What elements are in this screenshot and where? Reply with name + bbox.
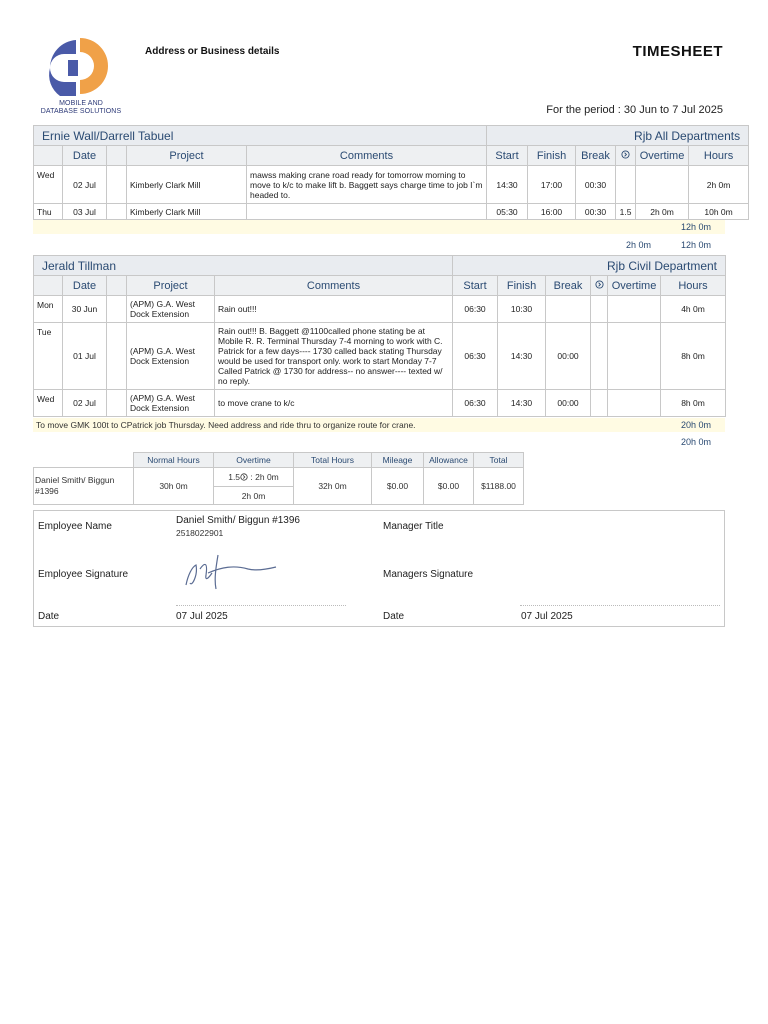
day-header [34, 276, 63, 296]
row-day: Thu [34, 204, 63, 220]
row-finish: 14:30 [498, 390, 546, 417]
timesheet-table-group2 [33, 255, 726, 417]
grand-total-header: Total [474, 453, 524, 468]
spacer-header [107, 276, 127, 296]
row-date: 01 Jul [63, 323, 107, 390]
overtime-summary-header: Overtime [214, 453, 294, 468]
row-project: Kimberly Clark Mill [127, 204, 247, 220]
spacer-header [107, 146, 127, 166]
row-date: 02 Jul [63, 166, 107, 204]
row-start: 06:30 [453, 296, 498, 323]
date-header: Date [63, 276, 107, 296]
table-row [34, 166, 749, 204]
overtime-header: Overtime [608, 276, 661, 296]
finish-header: Finish [498, 276, 546, 296]
start-header: Start [487, 146, 528, 166]
manager-signature-label: Managers Signature [383, 569, 474, 580]
row-day: Wed [34, 390, 63, 417]
row-comments [247, 204, 487, 220]
group1-grand-total: 12h 0m [680, 240, 711, 250]
group2-note-bar [33, 418, 725, 432]
row-comments: Rain out!!! B. Baggett @1100called phone stating be at Mobile R. R. Terminal Thursday 7-4 morning to work with C. Patrick for a few days---- 1730 called back stating Thursday would be used for transport only. work to start Monday 7-7 Called Patrick @ 1730 for address-- no answer---- texted w/ no reply. [215, 323, 453, 390]
row-start: 06:30 [453, 390, 498, 417]
row-comments: mawss making crane road ready for tomorrow morning to move to k/c to make lift b. Baggett says charge time to job I`m headed to. [247, 166, 487, 204]
signoff-section [33, 510, 725, 627]
group1-total-overtime: 2h 0m [626, 240, 652, 250]
finish-header: Finish [528, 146, 576, 166]
row-hours: 8h 0m [661, 390, 726, 417]
row-date: 02 Jul [63, 390, 107, 417]
day-header [34, 146, 63, 166]
row-finish: 16:00 [528, 204, 576, 220]
row-hours: 2h 0m [689, 166, 749, 204]
circle-arrow-icon [621, 150, 630, 159]
row-date: 03 Jul [63, 204, 107, 220]
comments-header: Comments [215, 276, 453, 296]
timesheet-table-group1 [33, 125, 749, 220]
row-project: (APM) G.A. West Dock Extension [127, 296, 215, 323]
mileage-header: Mileage [372, 453, 424, 468]
summary-overtime-rate [214, 468, 294, 487]
row-break: 00:00 [546, 390, 591, 417]
row-project: Kimberly Clark Mill [127, 166, 247, 204]
allowance-header: Allowance [424, 453, 474, 468]
employee-name-label: Employee Name [38, 521, 112, 532]
row-comments: Rain out!!! [215, 296, 453, 323]
overtime-rate-hours: : 2h 0m [248, 472, 279, 482]
employee-date-label: Date [38, 611, 60, 622]
table-row [34, 204, 749, 220]
summary-normal-hours: 30h 0m [134, 468, 214, 505]
row-start: 05:30 [487, 204, 528, 220]
group2-total-hours: 20h 0m [680, 420, 711, 430]
row-hours: 8h 0m [661, 323, 726, 390]
summary-table [33, 452, 524, 505]
circle-arrow-icon [240, 473, 248, 481]
break-header: Break [576, 146, 616, 166]
row-overtime: 2h 0m [636, 204, 689, 220]
employee-names: Jerald Tillman [34, 256, 453, 276]
divider [176, 605, 346, 606]
row-rate [616, 166, 636, 204]
overtime-rate-value: 1.5 [228, 472, 241, 482]
employee-id-value: 2518022901 [176, 528, 224, 538]
manager-date-label: Date [383, 611, 405, 622]
employee-signature-image [178, 545, 288, 591]
row-day: Wed [34, 166, 63, 204]
comments-header: Comments [247, 146, 487, 166]
row-overtime [636, 166, 689, 204]
row-day: Tue [34, 323, 63, 390]
employee-date-value: 07 Jul 2025 [176, 611, 228, 622]
overtime-rate-header [591, 276, 608, 296]
table-row [34, 296, 726, 323]
row-break: 00:00 [546, 323, 591, 390]
circle-arrow-icon [595, 280, 604, 289]
total-hours-header: Total Hours [294, 453, 372, 468]
group1-total-bar [33, 220, 725, 234]
project-header: Project [127, 146, 247, 166]
table-row [34, 390, 726, 417]
normal-hours-header: Normal Hours [134, 453, 214, 468]
project-header: Project [127, 276, 215, 296]
period-label: For the period : 30 Jun to 7 Jul 2025 [546, 104, 723, 116]
department-name: Rjb Civil Department [453, 256, 726, 276]
summary-employee-name: Daniel Smith/ Biggun #1396 [34, 468, 134, 505]
table-row [34, 323, 726, 390]
row-break: 00:30 [576, 204, 616, 220]
group2-grand-total: 20h 0m [680, 437, 711, 447]
business-address: Address or Business details [145, 46, 280, 57]
logo-text-line1: MOBILE AND [59, 100, 103, 107]
hours-header: Hours [661, 276, 726, 296]
overtime-header: Overtime [636, 146, 689, 166]
row-rate: 1.5 [616, 204, 636, 220]
row-hours: 10h 0m [689, 204, 749, 220]
group2-note: To move GMK 100t to CPatrick job Thursday. Need address and ride thru to organize route for crane. [36, 420, 416, 430]
summary-overtime-total: 2h 0m [214, 487, 294, 505]
date-header: Date [63, 146, 107, 166]
manager-title-label: Manager Title [383, 521, 444, 532]
divider [520, 605, 720, 606]
row-start: 14:30 [487, 166, 528, 204]
hours-header: Hours [689, 146, 749, 166]
break-header: Break [546, 276, 591, 296]
row-break: 00:30 [576, 166, 616, 204]
summary-mileage: $0.00 [372, 468, 424, 505]
page-title: TIMESHEET [632, 43, 723, 60]
group1-total-hours: 12h 0m [680, 222, 711, 232]
department-name: Rjb All Departments [487, 126, 749, 146]
employee-signature-label: Employee Signature [38, 569, 129, 580]
row-break [546, 296, 591, 323]
row-hours: 4h 0m [661, 296, 726, 323]
employee-names: Ernie Wall/Darrell Tabuel [34, 126, 487, 146]
logo-text-line2: DATABASE SOLUTIONS [40, 108, 122, 115]
manager-date-value: 07 Jul 2025 [521, 611, 573, 622]
employee-name-value: Daniel Smith/ Biggun #1396 [176, 515, 300, 526]
start-header: Start [453, 276, 498, 296]
summary-total-hours: 32h 0m [294, 468, 372, 505]
overtime-rate-header [616, 146, 636, 166]
summary-allowance: $0.00 [424, 468, 474, 505]
row-finish: 10:30 [498, 296, 546, 323]
row-project: (APM) G.A. West Dock Extension [127, 390, 215, 417]
row-finish: 14:30 [498, 323, 546, 390]
row-comments: to move crane to k/c [215, 390, 453, 417]
row-start: 06:30 [453, 323, 498, 390]
row-day: Mon [34, 296, 63, 323]
summary-grand-total: $1188.00 [474, 468, 524, 505]
logo-text [36, 100, 126, 116]
row-date: 30 Jun [63, 296, 107, 323]
row-project: (APM) G.A. West Dock Extension [127, 323, 215, 390]
row-finish: 17:00 [528, 166, 576, 204]
